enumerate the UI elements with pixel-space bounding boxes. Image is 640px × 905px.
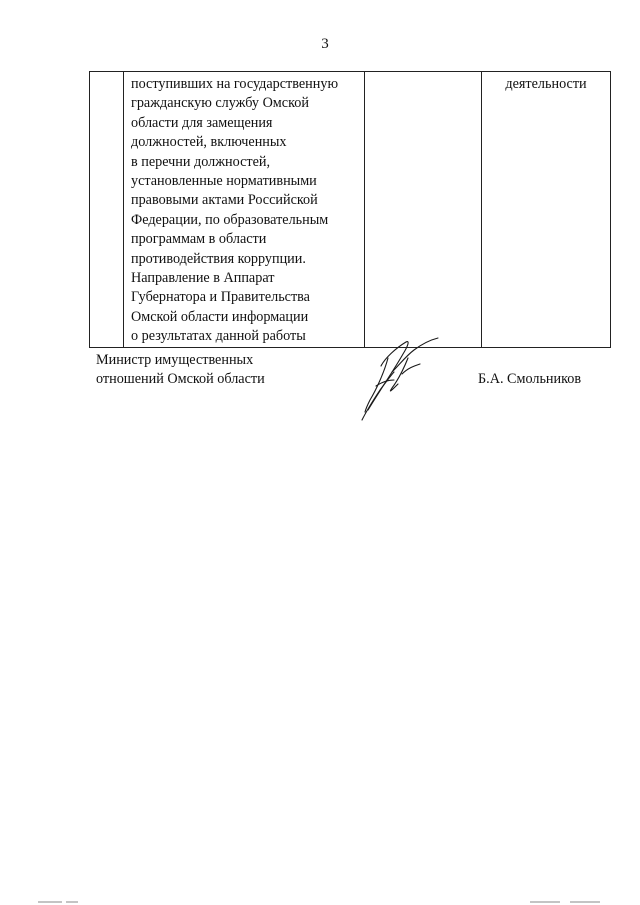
measure-description-line: должностей, включенных bbox=[131, 134, 287, 151]
signatory-position bbox=[96, 351, 265, 390]
measure-description-line: Направление в Аппарат bbox=[131, 270, 275, 287]
result-text: деятельности bbox=[505, 76, 587, 92]
measure-description-line: Федерации, по образовательным bbox=[131, 211, 329, 228]
signatory-position-line: Министр имущественных bbox=[96, 352, 254, 368]
row-number-cell bbox=[90, 72, 124, 348]
measure-description-line: о результатах данной работы bbox=[131, 328, 306, 345]
table-row bbox=[90, 72, 611, 348]
measure-description-line: Губернатора и Правительства bbox=[131, 289, 310, 306]
measure-description-line: Омской области информации bbox=[131, 308, 309, 325]
measure-description-line: программам в области bbox=[131, 231, 267, 248]
measures-table bbox=[89, 71, 611, 348]
measure-description-line: противодействия коррупции. bbox=[131, 250, 306, 267]
scan-edge-marks bbox=[0, 896, 640, 905]
measure-description-line: в перечни должностей, bbox=[131, 153, 271, 170]
measure-description-cell bbox=[124, 72, 365, 348]
measure-description-line: правовыми актами Российской bbox=[131, 192, 318, 209]
signatory-position-line: отношений Омской области bbox=[96, 371, 265, 388]
signatory-name: Б.А. Смольников bbox=[478, 371, 582, 387]
measure-description-line: установленные нормативными bbox=[131, 173, 317, 190]
measure-description-line: поступивших на государственную bbox=[131, 76, 339, 92]
deadline-cell bbox=[365, 72, 482, 348]
result-cell bbox=[482, 72, 611, 348]
measure-description-line: гражданскую службу Омской bbox=[131, 95, 309, 112]
measure-description-line: области для замещения bbox=[131, 114, 273, 131]
page-number: 3 bbox=[321, 36, 329, 52]
handwritten-signature bbox=[348, 328, 448, 423]
